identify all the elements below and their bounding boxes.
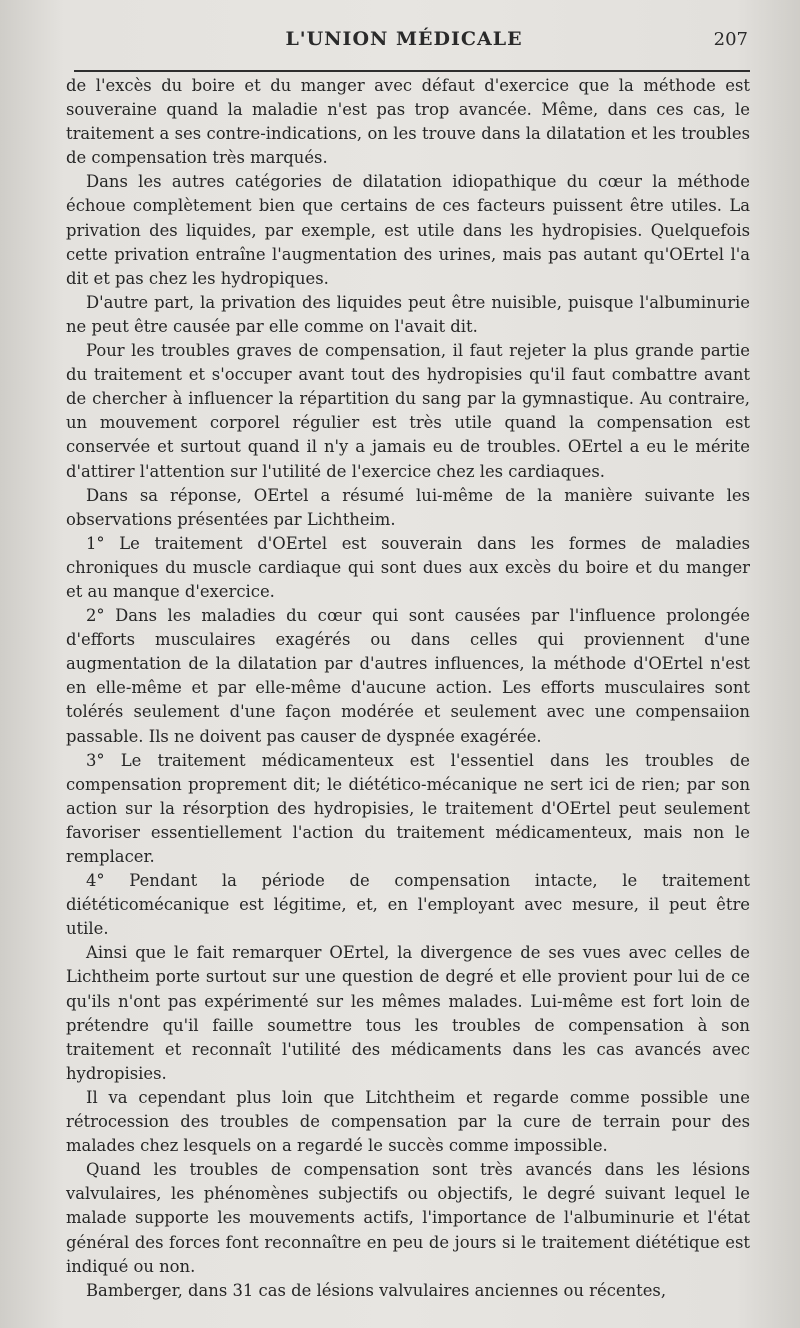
running-header [60, 28, 748, 62]
paragraph: Dans les autres catégories de dilatation idiopathique du cœur la méthode échoue complètement bien que certains de ces facteurs puissent être utiles. La privation des liquides, par exemple, est utile dans les hydropisies. Quelquefois cette privation entraîne l'augmentation des urines, mais pas autant qu'OErtel l'a dit et pas chez les hydropiques. [66, 172, 750, 288]
numbered-point-1: 1° Le traitement d'OErtel est souverain dans les formes de maladies chroniques du muscle cardiaque qui sont dues aux excès du boire et du manger et au manque d'exercice. [66, 533, 750, 601]
paragraph-continuation: de l'excès du boire et du manger avec défaut d'exercice que la méthode est souveraine quand la maladie n'est pas trop avancée. Même, dans ces cas, le traitement a ses contre-indications, on les trouve dans la dilatation et les troubles de compensation très marqués. [66, 76, 750, 168]
paragraph-continues: Bamberger, dans 31 cas de lésions valvulaires anciennes ou récentes, [86, 1280, 667, 1300]
numbered-point-3: 3° Le traitement médicamenteux est l'essentiel dans les troubles de compensation proprement dit; le diétético-mécanique ne sert ici de rien; par son action sur la résorption des hydropisies, le traitement d'OErtel peut seulement favoriser essentiellement l'action du traitement médicamenteux, mais non le remplacer. [66, 750, 750, 866]
page-number: 207 [713, 29, 748, 50]
numbered-point-2: 2° Dans les maladies du cœur qui sont causées par l'influence prolongée d'efforts musculaires exagérés ou dans celles qui proviennent d'une augmentation de la dilatation par d'autres influences, la méthode d'OErtel n'est en elle-même et par elle-même d'aucune action. Les efforts musculaires sont tolérés seulement d'une façon modérée et seulement avec une compensaiion passable. Ils ne doivent pas causer de dyspnée exagérée. [66, 606, 750, 746]
paragraph: Quand les troubles de compensation sont très avancés dans les lésions valvulaires, les phénomènes subjectifs ou objectifs, le degré suivant lequel le malade supporte les mouvements actifs, l'importance de l'albuminurie et l'état général des forces font reconnaître en peu de jours si le traitement diététique est indiqué ou non. [66, 1160, 750, 1276]
paragraph: Dans sa réponse, OErtel a résumé lui-même de la manière suivante les observations présentées par Lichtheim. [66, 485, 750, 529]
header-rule [74, 70, 750, 72]
journal-title: L'UNION MÉDICALE [285, 28, 523, 50]
paragraph: D'autre part, la privation des liquides peut être nuisible, puisque l'albuminurie ne peut être causée par elle comme on l'avait dit. [66, 292, 750, 336]
body-text [66, 74, 750, 1303]
paragraph: Ainsi que le fait remarquer OErtel, la divergence de ses vues avec celles de Lichtheim porte surtout sur une question de degré et elle provient pour lui de ce qu'ils n'ont pas expérimenté sur les mêmes malades. Lui-même est fort loin de prétendre qu'il faille soumettre tous les troubles de compensation à son traitement et reconnaît l'utilité des médicaments dans les cas avancés avec hydropisies. [66, 943, 750, 1083]
paragraph: Pour les troubles graves de compensation, il faut rejeter la plus grande partie du traitement et s'occuper avant tout des hydropisies qu'il faut combattre avant de chercher à influencer la répartition du sang par la gymnastique. Au contraire, un mouvement corporel régulier est très utile quand la compensation est conservée et surtout quand il n'y a jamais eu de troubles. OErtel a eu le mérite d'attirer l'attention sur l'utilité de l'exercice chez les cardiaques. [66, 341, 750, 481]
paragraph: Il va cependant plus loin que Litchtheim et regarde comme possible une rétrocession des troubles de compensation par la cure de terrain pour des malades chez lesquels on a regardé le succès comme impossible. [66, 1087, 750, 1156]
numbered-point-4: 4° Pendant la période de compensation intacte, le traitement diététicomécanique est légitime, et, en l'employant avec mesure, il peut être utile. [66, 871, 750, 939]
